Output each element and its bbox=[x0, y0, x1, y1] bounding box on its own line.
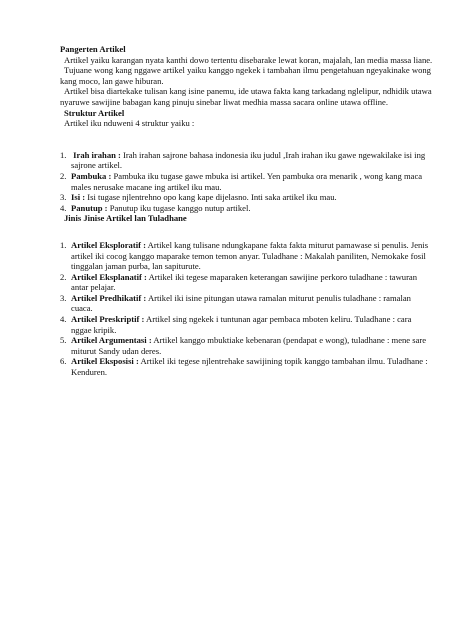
term-description: Irah irahan sajrone bahasa indonesia iku judul ,Irah irahan iku gawe ngewakilake isi ing sajrone artikel. bbox=[71, 149, 426, 171]
jinis-item-1 bbox=[60, 240, 434, 272]
list-number: 4. bbox=[60, 202, 67, 213]
term-label: Artikel Eksploratif : bbox=[71, 239, 146, 250]
intro-paragraph-1: Artikel yaiku karangan nyata kanthi dowo tertentu disebarake lewat koran, majalah, lan media massa liane. bbox=[64, 54, 433, 65]
struktur-item-2 bbox=[60, 171, 434, 192]
jinis-item-3 bbox=[60, 293, 434, 314]
list-number: 3. bbox=[60, 192, 67, 203]
spacer bbox=[60, 224, 434, 240]
term-description: Artikel iki isine pitungan utawa ramalan miturut penulis tuladhane : ramalan cuaca. bbox=[71, 292, 411, 314]
list-number: 2. bbox=[60, 170, 67, 181]
list-number: 2. bbox=[60, 271, 67, 282]
list-number: 3. bbox=[60, 292, 67, 303]
term-description: Panutup iku tugase kanggo nutup artikel. bbox=[107, 202, 251, 213]
term-description: Artikel sing ngekek i tuntunan agar pembaca mboten keliru. Tuladhane : cara nggae kripik. bbox=[71, 314, 412, 335]
title-heading: Pangerten Artikel bbox=[60, 44, 126, 54]
term-label: Artikel Argumentasi : bbox=[71, 335, 152, 346]
term-description: Isi tugase njlentrehno opo kang kape dijelasno. Inti saka artikel iku mau. bbox=[85, 192, 337, 203]
jinis-heading: Jinis Jinise Artikel lan Tuladhane bbox=[64, 213, 187, 224]
jinis-item-2 bbox=[60, 272, 434, 293]
jinis-list bbox=[60, 240, 434, 378]
list-number: 5. bbox=[60, 335, 67, 346]
term-label: Panutup : bbox=[71, 202, 108, 213]
term-description: Artikel kang tulisane ndungkapane fakta fakta miturut pamawase si penulis. Jenis artikel iki cocog kanggo maparake temon temon anyar. Tuladhane : Makalah paniliten, Nemokake fosil tinggalan jaman purba, lan sapiturute. bbox=[71, 239, 429, 272]
term-label: Irah irahan : bbox=[73, 149, 121, 160]
term-label: Artikel Preskriptif : bbox=[71, 314, 145, 325]
jinis-item-5 bbox=[60, 335, 434, 356]
struktur-item-3 bbox=[60, 192, 434, 203]
term-description: Artikel kanggo mbuktiake kebenaran (pendapat e wong), tuladhane : mene sare miturut Sandy udan deres. bbox=[71, 335, 427, 356]
struktur-list bbox=[60, 150, 434, 214]
intro-paragraph-3: Artikel bisa diartekake tulisan kang isine panemu, ide utawa fakta kang tarkadang nglelipur, ndhidik utawa nyaruwe sawijine babagan kang pinuju sinebar liwat medhia massa sacara online utawa offline. bbox=[60, 86, 432, 107]
term-label: Artikel Predhikatif : bbox=[71, 292, 147, 303]
list-number: 4. bbox=[60, 314, 67, 325]
jinis-item-6 bbox=[60, 356, 434, 377]
term-description: Artikel iki tegese maparaken keterangan sawijine perkoro tuladhane : tawuran antar pelajar. bbox=[71, 271, 418, 293]
list-number: 1. bbox=[60, 239, 67, 250]
list-number: 6. bbox=[60, 356, 67, 367]
struktur-item-1 bbox=[60, 150, 434, 171]
term-label: Isi : bbox=[71, 192, 86, 203]
term-description: Pambuka iku tugase gawe mbuka isi artikel. Yen pambuka ora menarik , wong kang maca males nerusake macane ing artikel iku mau. bbox=[71, 170, 423, 192]
struktur-item-4 bbox=[60, 203, 434, 214]
jinis-item-4 bbox=[60, 314, 434, 335]
intro-paragraph-2: Tujuane wong kang nggawe artikel yaiku kanggo ngekek i tambahan ilmu pengetahuan ngeyakinake wong kang moco, lan gawe hiburan. bbox=[60, 65, 431, 86]
term-description: Artikel iki tegese njlentrehake sawijining topik kanggo tambahan ilmu. Tuladhane : Kenduren. bbox=[71, 356, 428, 378]
spacer bbox=[60, 129, 434, 150]
term-label: Pambuka : bbox=[71, 170, 112, 181]
term-label: Artikel Eksposisi : bbox=[71, 356, 139, 367]
list-number: 1. bbox=[60, 149, 67, 160]
struktur-intro: Artikel iku nduweni 4 struktur yaiku : bbox=[64, 118, 195, 129]
struktur-heading: Struktur Artikel bbox=[64, 107, 125, 118]
term-label: Artikel Eksplanatif : bbox=[71, 271, 147, 282]
